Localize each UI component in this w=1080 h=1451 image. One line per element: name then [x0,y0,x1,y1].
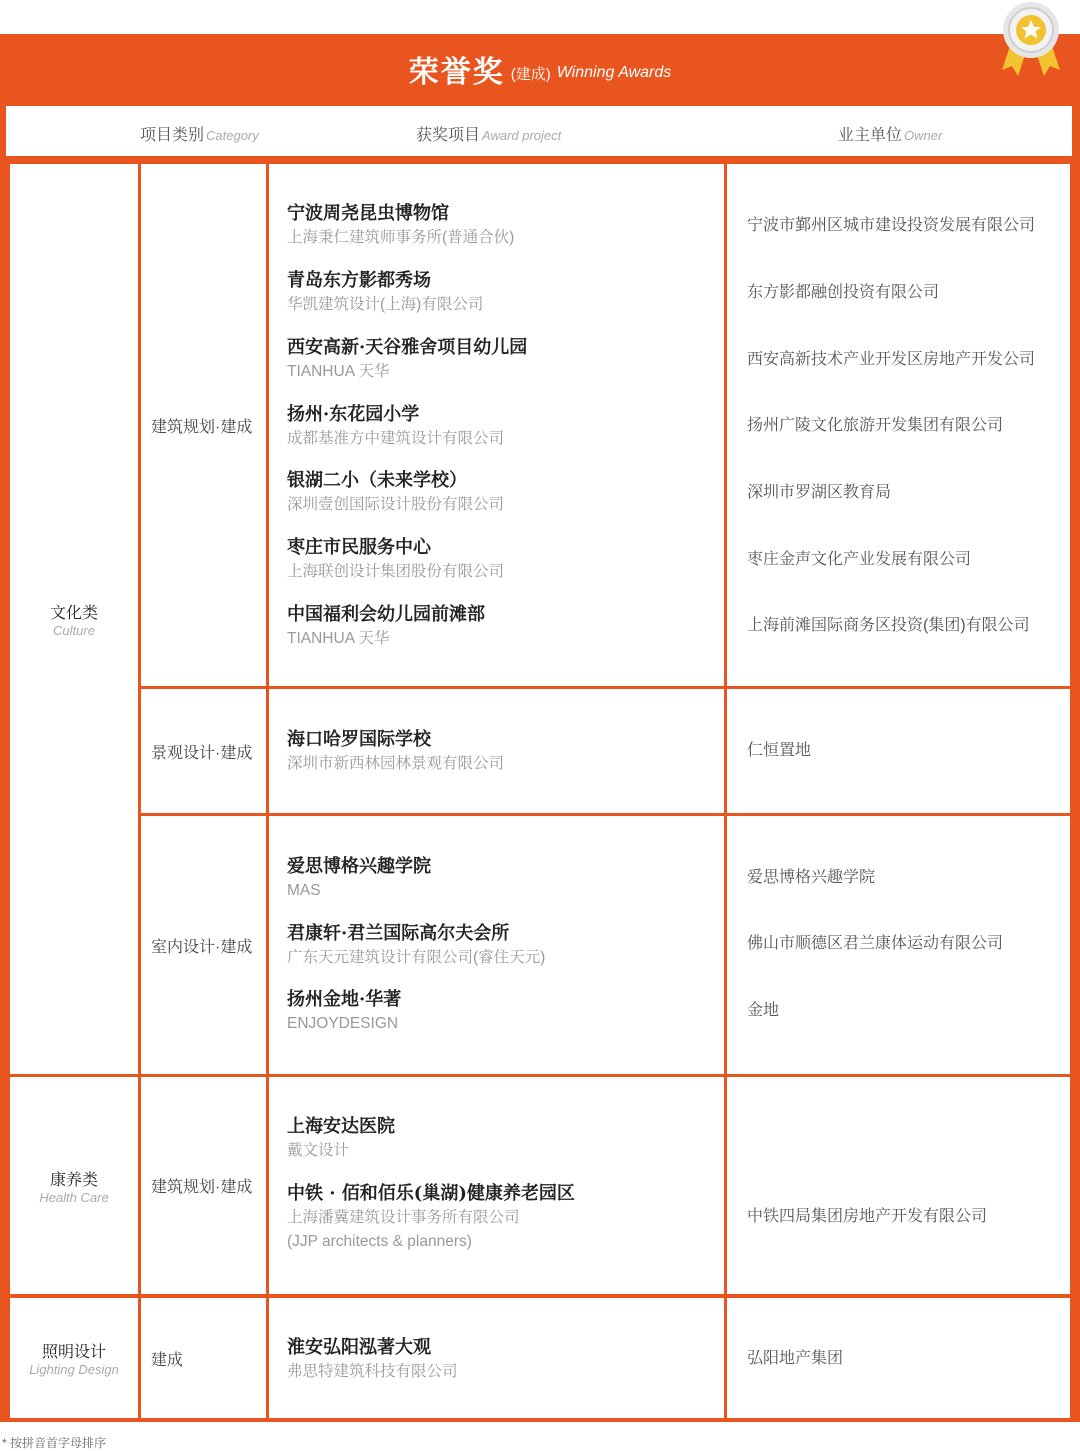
project-name: 西安高新·天谷雅舍项目幼儿园 [287,337,528,358]
banner-title: 荣誉奖 [408,56,505,89]
owner-name: 佛山市顺德区君兰康体运动有限公司 [747,935,1004,952]
project-name: 扬州·东花园小学 [287,404,420,425]
project-firm: 上海联创设计集团股份有限公司 [287,563,505,580]
owner-name: 西安高新技术产业开发区房地产开发公司 [747,351,1036,368]
project-name: 扬州金地·华著 [287,989,402,1010]
column-header-category: 项目类别 Category [140,127,259,144]
project-name: 海口哈罗国际学校 [287,729,431,750]
owner-name: 金地 [747,1002,780,1019]
owner-name: 东方影都融创投资有限公司 [747,284,940,301]
category-label: 照明设计 [41,1344,106,1361]
owner-name: 枣庄金声文化产业发展有限公司 [747,551,972,568]
owner-name: 上海前滩国际商务区投资(集团)有限公司 [747,617,1030,634]
project-cell-group [269,164,724,686]
project-entry [287,855,431,903]
category-cell-culture [10,164,138,1074]
project-entry [287,1336,458,1384]
project-name: 中国福利会幼儿园前滩部 [287,604,485,625]
owner-cell-group [727,816,1070,1074]
project-firm: 弗思特建筑科技有限公司 [287,1363,458,1380]
project-firm: 广东天元建筑设计有限公司(睿住天元) [287,949,546,966]
owner-name: 弘阳地产集团 [747,1350,844,1367]
project-name: 君康轩·君兰国际高尔夫会所 [287,923,510,944]
project-name: 宁波周尧昆虫博物馆 [287,203,449,224]
owner-name: 深圳市罗湖区教育局 [747,484,892,501]
project-cell-group [269,689,724,813]
category-cell-lighting-design [10,1298,138,1418]
column-header-owner: 业主单位 Owner [838,127,943,144]
subcategory-cell: 室内设计·建成 [141,816,266,1074]
category-cell-health-care [10,1077,138,1294]
subcategory-cell: 景观设计·建成 [141,689,266,813]
owner-cell-group [727,1298,1070,1418]
column-header-project: 获奖项目 Award project [416,127,562,144]
owner-name: 仁恒置地 [747,742,812,759]
category-label-en: Lighting Design [29,1362,119,1377]
project-firm: 上海潘冀建筑设计事务所有限公司 [287,1209,520,1226]
project-name: 银湖二小（未来学校） [287,470,467,491]
subcategory-cell: 建筑规划·建成 [141,164,266,686]
project-firm: 深圳市新西林园林景观有限公司 [287,755,505,772]
project-cell-group [269,1077,724,1294]
subcategory-cell: 建筑规划·建成 [141,1077,266,1294]
project-entry [287,202,514,250]
owner-name: 中铁四局集团房地产开发有限公司 [747,1208,988,1225]
project-cell-group [269,1298,724,1418]
project-name: 枣庄市民服务中心 [287,537,431,558]
category-label: 文化类 [49,605,98,622]
subcategory-cell: 建成 [141,1298,266,1418]
owner-cell-group [727,689,1070,813]
project-firm: 上海秉仁建筑师事务所(普通合伙) [287,229,515,246]
category-label-en: Culture [53,623,95,638]
owner-name: 扬州广陵文化旅游开发集团有限公司 [747,417,1004,434]
project-firm: MAS [287,882,321,899]
project-firm: 华凯建筑设计(上海)有限公司 [287,296,484,313]
project-name: 淮安弘阳泓著大观 [287,1337,431,1358]
project-firm: TIANHUA 天华 [287,630,390,647]
project-firm: 深圳壹创国际设计股份有限公司 [287,496,505,513]
project-name: 中铁 · 佰和佰乐(巢湖)健康养老园区 [287,1183,575,1204]
project-entry [287,988,401,1036]
project-entry [287,1182,575,1254]
banner [0,34,1080,104]
owner-cell-group [727,164,1070,686]
project-entry [287,403,504,451]
footnote: * 按拼音首字母排序 [2,1436,107,1450]
category-label-en: Health Care [39,1189,109,1205]
owner-name: 爱思博格兴趣学院 [747,869,876,886]
project-firm-en: (JJP architects & planners) [287,1233,472,1250]
owner-cell-group [727,1077,1070,1294]
project-firm: 戴文设计 [287,1142,350,1159]
project-name: 上海安达医院 [287,1116,395,1137]
project-entry [287,728,504,776]
project-firm: ENJOYDESIGN [287,1015,399,1032]
project-name: 爱思博格兴趣学院 [287,856,431,877]
category-label: 康养类 [49,1171,98,1189]
project-firm: 成都基准方中建筑设计有限公司 [287,430,505,447]
project-cell-group [269,816,724,1074]
project-entry [287,336,527,384]
project-entry [287,469,504,517]
project-entry [287,269,483,317]
banner-title-en: Winning Awards [556,64,672,81]
project-entry [287,536,504,584]
project-firm: TIANHUA 天华 [287,363,390,380]
project-entry [287,603,485,651]
column-header-row [6,106,1072,156]
project-name: 青岛东方影都秀场 [287,270,431,291]
project-entry [287,1115,395,1163]
medal-icon [998,0,1064,80]
banner-subtitle: (建成) [510,65,551,83]
project-entry [287,922,545,970]
owner-name: 宁波市鄞州区城市建设投资发展有限公司 [747,217,1036,234]
